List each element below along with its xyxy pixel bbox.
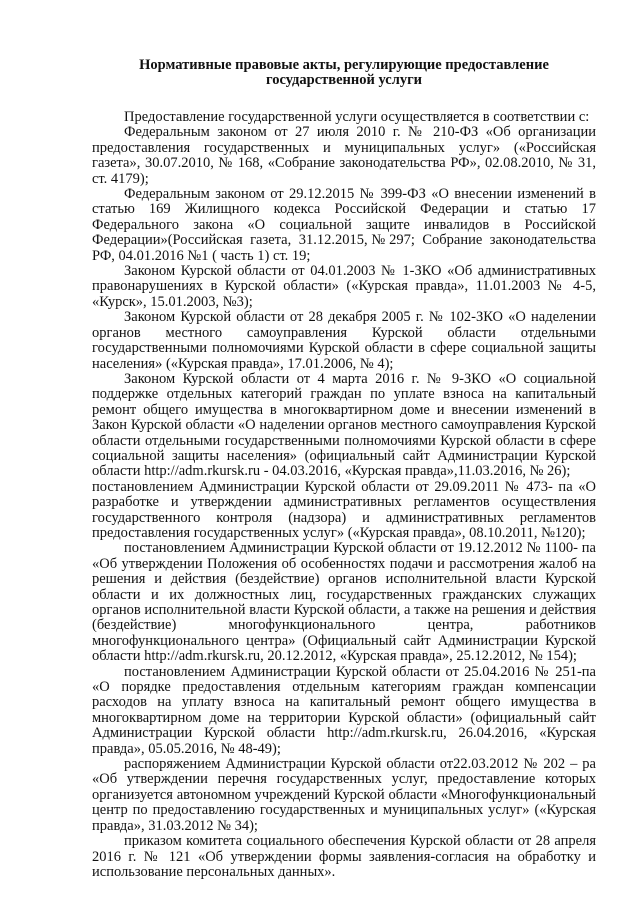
paragraph-8: постановлением Администрации Курской области от 19.12.2012 № 1100- па «Об утверждении Положения об особенностях подачи и рассмотрения жалоб на решения и действия (бездействие) органов исполнительной власти Курской области и их должностных лиц, государственных гражданских служащих органов исполнительной власти Курской области, а также на решения и действия (бездействие) многофункционального центра, работников многофункционального центра» (Официальный сайт Администрации Курской области http://adm.rkursk.ru, 20.12.2012, «Курская правда», 25.12.2012, № 154); [92,540,596,665]
paragraph-6: Законом Курской области от 4 марта 2016 г. № 9-ЗКО «О социальной поддержке отдельных категорий граждан по уплате взноса на капитальный ремонт общего имущества в многоквартирном доме и внесении изменений в Закон Курской области «О наделении органов местного самоуправления Курской области отдельными государственными полномочиями Курской области в сфере социальной защиты населения» (официальный сайт Администрации Курской области http://adm.rkursk.ru - 04.03.2016, «Курская правда»,11.03.2016, № 26); [92,370,596,480]
paragraph-4: Законом Курской области от 04.01.2003 № 1-ЗКО «Об административных правонарушениях в Курской области» («Курская правда», 11.01.2003 № 4-5, «Курск», 15.01.2003, №3); [92,263,596,310]
paragraph-9: постановлением Администрации Курской области от 25.04.2016 № 251-па «О порядке предоставления отдельным категориям граждан компенсации расходов на уплату взноса на капитальный ремонт общего имущества в многоквартирном доме на территории Курской области» (официальный сайт Администрации Курской области http://adm.rkursk.ru, 26.04.2016, «Курская правда», 05.05.2016, № 48-49); [92,663,596,757]
paragraph-10: распоряжением Администрации Курской области от22.03.2012 № 202 – ра «Об утверждении перечня государственных услуг, предоставление которых организуется автономном учреждений Курской области «Многофункциональный центр по предоставлению государственных и муниципальных услуг» («Курская правда», 31.03.2012 № 34); [92,756,596,834]
paragraph-5: Законом Курской области от 28 декабря 2005 г. № 102-ЗКО «О наделении органов местного самоуправления Курской области отдельными государственными полномочиями Курской области в сфере социальной защиты населения» («Курская правда», 17.01.2006, № 4); [92,309,596,372]
document-body [92,110,596,880]
paragraph-3: Федеральным законом от 29.12.2015 № 399-ФЗ «О внесении изменений в статью 169 Жилищного кодекса Российской Федерации и статью 17 Федерального закона «О социальной защите инвалидов в Российской Федерации»(Российская газета, 31.12.2015,№297; Собрание законодательства РФ, 04.01.2016 №1 ( часть 1) ст. 19; [92,186,596,264]
paragraph-11: приказом комитета социального обеспечения Курской области от 28 апреля 2016 г. № 121 «Об утверждении формы заявления-согласия на обработку и использование персональных данных». [92,833,596,880]
document-title-line-2: государственной услуги [265,72,423,88]
document-title [92,58,596,88]
paragraph-1: Предоставление государственной услуги осуществляется в соответствии с: [124,109,590,125]
document-title-line-1: Нормативные правовые акты, регулирующие предоставление [139,57,549,73]
paragraph-7: постановлением Администрации Курской области от 29.09.2011 № 473- па «О разработке и утверждении административных регламентов осуществления государственного контроля (надзора) и административных регламентов предоставления государственных услуг» («Курская правда», 08.10.2011, №120); [92,478,596,541]
paragraph-2: Федеральным законом от 27 июля 2010 г. № 210-ФЗ «Об организации предоставления государственных и муниципальных услуг» («Российская газета», 30.07.2010, № 168, «Собрание законодательства РФ», 02.08.2010, № 31, ст. 4179); [92,124,596,187]
